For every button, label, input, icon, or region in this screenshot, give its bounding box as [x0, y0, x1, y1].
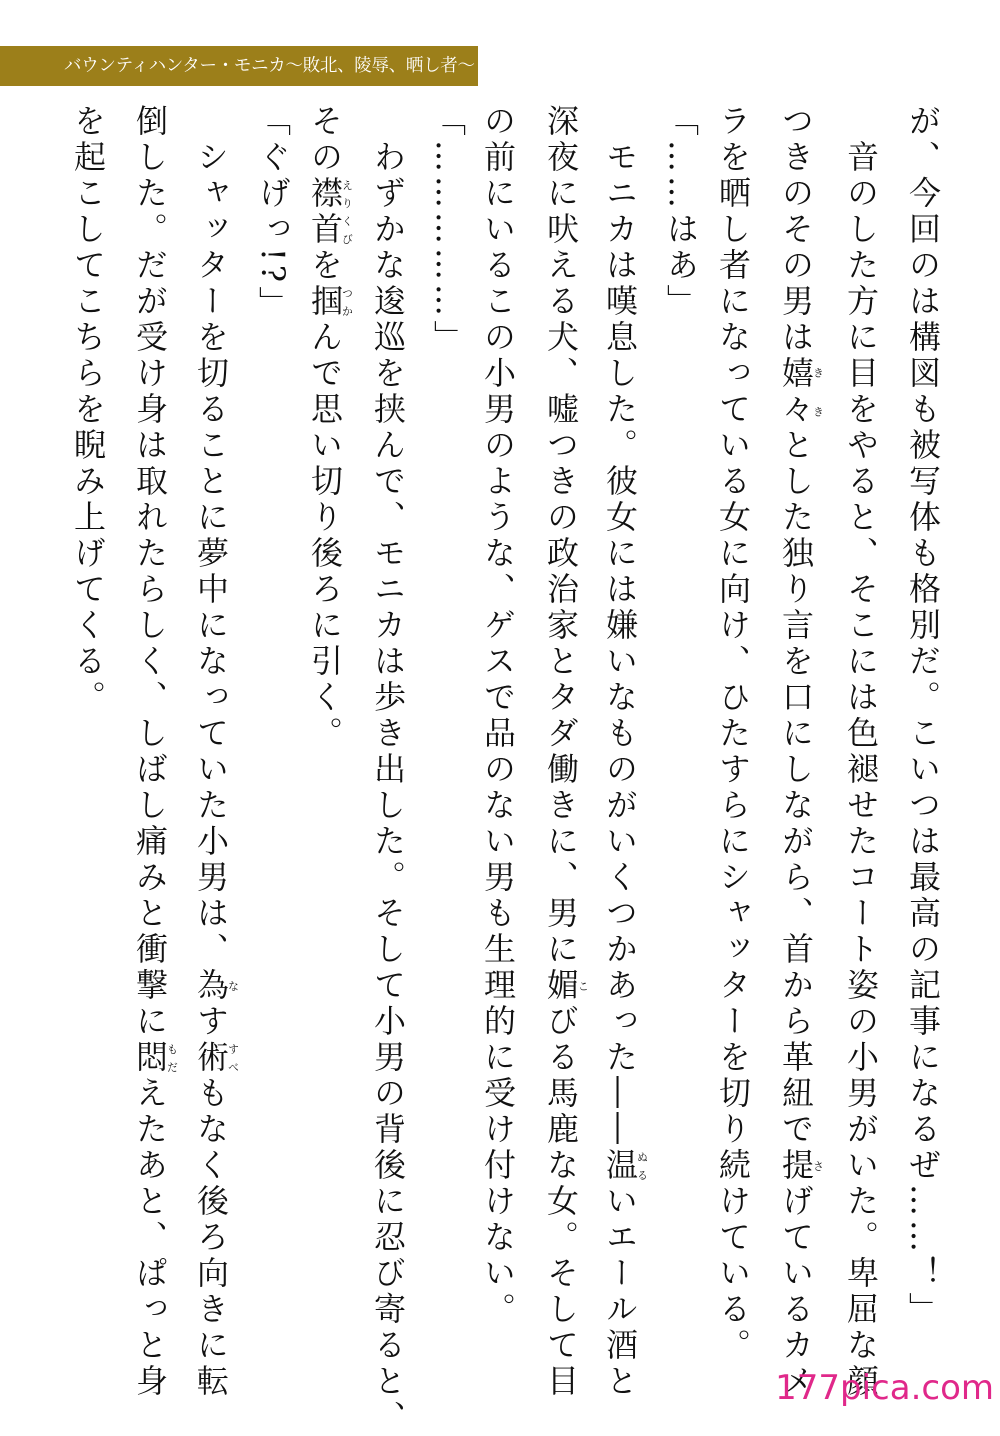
furigana-moda: 悶もだ: [131, 1040, 179, 1076]
text-column-5: 「……はあ」: [662, 104, 700, 320]
furigana-kiki: 嬉々きき: [777, 356, 825, 428]
text-column-13: シャッターを切ることに夢中になっていた小男は、為なす術すべもなく後ろ向きに転: [192, 104, 240, 1400]
text-column-14: 倒した。だが受け身は取れたらしく、しばし痛みと衝撃に悶もだえたあと、ぱっと身: [131, 104, 179, 1400]
text-column-4: ラを晒し者になっている女に向け、ひたすらにシャッターを切り続けている。: [714, 104, 752, 1364]
running-header-title: バウンティハンター・モニカ〜敗北、陵辱、晒し者〜: [64, 56, 475, 76]
furigana-erikubi: 襟首えりくび: [306, 176, 354, 248]
text-column-9: 「……………」: [429, 104, 467, 356]
furigana-tsuka: 掴つか: [306, 284, 354, 320]
furigana-sa: 提さ: [777, 1148, 825, 1184]
running-header: [0, 46, 478, 86]
site-watermark: 177pica.com: [775, 1368, 994, 1408]
text-column-7: 深夜に吠える犬、嘘つきの政治家とタダ働きに、男に媚こびる馬鹿な女。そして目: [542, 104, 590, 1400]
text-column-3: つきのその男は嬉々ききとした独り言を口にしながら、首から革紐で提さげているカメ: [777, 104, 825, 1400]
text-column-15: を起こしてこちらを睨み上げてくる。: [69, 104, 107, 716]
furigana-na: 為な: [192, 968, 240, 1004]
text-column-8: の前にいるこの小男のような、ゲスで品のない男も生理的に受け付けない。: [479, 104, 517, 1328]
text-column-10: わずかな逡巡を挟んで、モニカは歩き出した。そして小男の背後に忍び寄ると、: [369, 104, 407, 1436]
text-column-12: 「ぐげっ!?」: [254, 104, 292, 323]
text-column-11: その襟首えりくびを掴つかんで思い切り後ろに引く。: [306, 104, 354, 752]
text-column-1: が、今回のは構図も被写体も格別だ。こいつは最高の記事になるぜ……！」: [904, 104, 942, 1328]
text-column-2: 音のした方に目をやると、そこには色褪せたコート姿の小男がいた。卑屈な顔: [842, 104, 880, 1400]
furigana-sube: 術すべ: [192, 1040, 240, 1076]
text-column-6: モニカは嘆息した。彼女には嫌いなものがいくつかあった――温ぬるいエール酒と: [601, 104, 649, 1400]
furigana-nuru: 温ぬる: [601, 1148, 649, 1184]
furigana-ko: 媚こ: [542, 968, 590, 1004]
